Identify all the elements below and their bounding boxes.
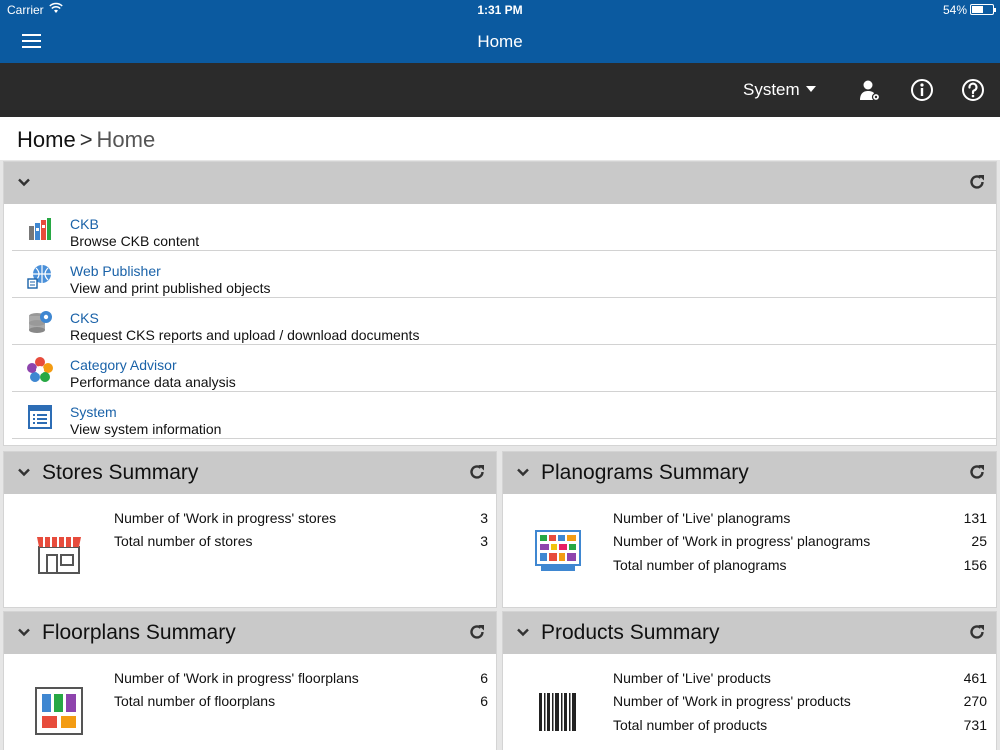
clock: 1:31 PM <box>477 3 523 17</box>
summary-value: 6 <box>480 693 488 709</box>
nav-item-web-publisher[interactable] <box>12 251 996 298</box>
summary-label: Number of 'Work in progress' planograms <box>613 533 871 549</box>
nav-item-category-advisor[interactable] <box>12 345 996 392</box>
nav-item-name: CKB <box>70 216 99 232</box>
nav-item-description: Browse CKB content <box>70 233 200 249</box>
breadcrumb-root[interactable]: Home <box>17 127 76 152</box>
floorplans-summary-header <box>4 612 496 654</box>
summary-value: 731 <box>963 717 987 733</box>
nav-item-cks[interactable] <box>12 298 996 345</box>
cks-icon <box>27 310 53 336</box>
ckb-icon <box>27 216 53 242</box>
page-title: Home <box>477 32 523 51</box>
summary-value: 131 <box>963 510 987 526</box>
summary-value: 3 <box>480 510 488 526</box>
summary-label: Number of 'Work in progress' products <box>613 693 851 709</box>
summary-label: Number of 'Live' planograms <box>613 510 791 526</box>
nav-item-name: Category Advisor <box>70 357 177 373</box>
chevron-down-icon[interactable] <box>16 624 32 640</box>
store-icon <box>34 527 84 577</box>
system-icon <box>27 404 53 430</box>
carrier-label: Carrier <box>7 3 44 17</box>
summary-label: Number of 'Work in progress' stores <box>114 510 337 526</box>
breadcrumb-current: Home <box>96 127 156 152</box>
planograms-summary-panel <box>502 451 997 608</box>
summary-value: 6 <box>480 670 488 686</box>
summary-label: Number of 'Work in progress' floorplans <box>114 670 359 686</box>
system-menu-label: System <box>743 80 800 99</box>
panel-title: Products Summary <box>541 621 720 644</box>
summary-row <box>613 693 987 711</box>
chevron-down-icon[interactable] <box>16 464 32 480</box>
navigation-panel <box>3 161 997 446</box>
info-icon[interactable] <box>910 78 934 102</box>
summary-row <box>114 510 488 528</box>
summary-row <box>613 533 987 551</box>
caret-down-icon <box>806 86 816 92</box>
summary-row <box>613 557 987 575</box>
refresh-icon[interactable] <box>968 623 986 641</box>
floorplan-icon <box>34 686 84 736</box>
nav-item-name: Web Publisher <box>70 263 161 279</box>
summary-row <box>613 510 987 528</box>
chevron-down-icon[interactable] <box>16 174 32 190</box>
nav-item-name: CKS <box>70 310 99 326</box>
summary-value: 270 <box>963 693 987 709</box>
products-summary-panel <box>502 611 997 750</box>
summary-label: Total number of floorplans <box>114 693 276 709</box>
summary-label: Total number of planograms <box>613 557 787 573</box>
system-menu-dropdown[interactable] <box>743 80 816 100</box>
panel-title: Planograms Summary <box>541 461 749 484</box>
battery-percent: 54% <box>942 3 967 17</box>
summary-value: 25 <box>971 533 987 549</box>
summary-value: 156 <box>963 557 987 573</box>
barcode-icon <box>533 687 583 737</box>
web-publisher-icon <box>27 263 53 289</box>
summary-label: Number of 'Live' products <box>613 670 771 686</box>
summary-value: 3 <box>480 533 488 549</box>
planograms-summary-header <box>503 452 996 494</box>
category-advisor-icon <box>27 357 53 383</box>
nav-item-ckb[interactable] <box>12 204 996 251</box>
refresh-icon[interactable] <box>968 463 986 481</box>
chevron-down-icon[interactable] <box>515 624 531 640</box>
app-header <box>0 0 1000 63</box>
summary-row <box>613 717 987 735</box>
summary-label: Total number of products <box>613 717 768 733</box>
nav-item-description: Performance data analysis <box>70 374 236 390</box>
summary-value: 461 <box>963 670 987 686</box>
summary-label: Total number of stores <box>114 533 253 549</box>
breadcrumb <box>17 127 155 153</box>
stores-summary-header <box>4 452 496 494</box>
help-icon[interactable] <box>961 78 985 102</box>
nav-item-name: System <box>70 404 117 420</box>
toolbar <box>0 63 1000 117</box>
panel-title: Stores Summary <box>42 461 199 484</box>
user-settings-icon[interactable] <box>858 78 882 102</box>
battery-icon <box>970 4 994 15</box>
refresh-icon[interactable] <box>968 173 986 191</box>
breadcrumb-separator: > <box>79 127 93 152</box>
summary-row <box>114 670 488 688</box>
nav-item-description: Request CKS reports and upload / download documents <box>70 327 420 343</box>
summary-row <box>114 693 488 711</box>
status-bar <box>0 0 1000 20</box>
products-summary-header <box>503 612 996 654</box>
planogram-icon <box>533 527 583 577</box>
floorplans-summary-panel <box>3 611 497 750</box>
nav-item-description: View system information <box>70 421 222 437</box>
refresh-icon[interactable] <box>468 463 486 481</box>
navigation-panel-header <box>4 162 996 204</box>
refresh-icon[interactable] <box>468 623 486 641</box>
nav-item-system[interactable] <box>12 392 996 439</box>
summary-row <box>114 533 488 551</box>
stores-summary-panel <box>3 451 497 608</box>
summary-row <box>613 670 987 688</box>
chevron-down-icon[interactable] <box>515 464 531 480</box>
nav-item-description: View and print published objects <box>70 280 271 296</box>
breadcrumb-bar <box>0 117 1000 160</box>
panel-title: Floorplans Summary <box>42 621 236 644</box>
